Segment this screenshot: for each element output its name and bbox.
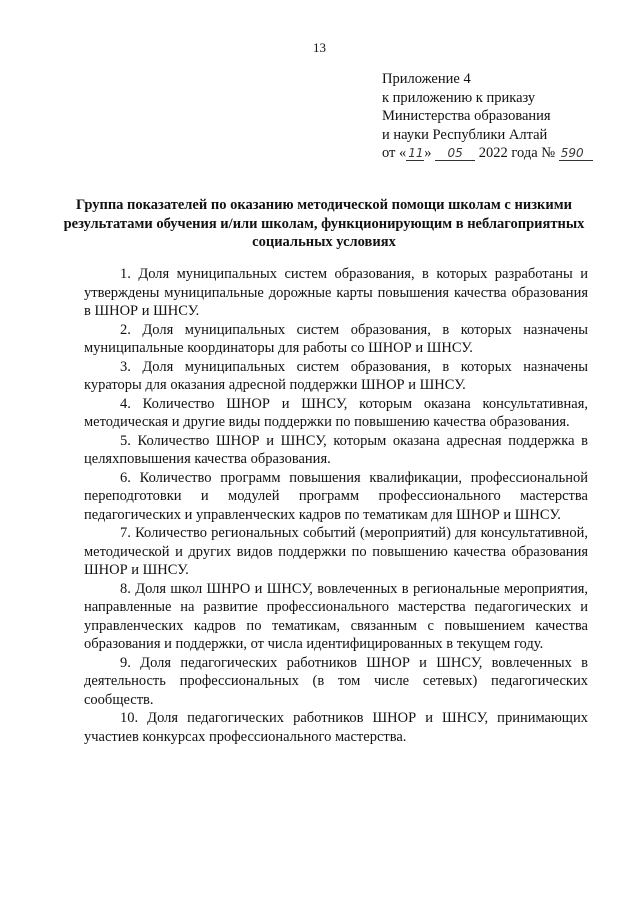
list-item: 9. Доля педагогических работников ШНОР и ШНСУ, вовлеченных в деятельность профессиональных (в том числе сетевых) педагогических сообществ. xyxy=(84,654,588,708)
list-item: 6. Количество программ повышения квалификации, профессиональной переподготовки и модулей программ профессионального мастерства педагогических и управленческих кадров по тематикам для ШНОР и ШНСУ. xyxy=(84,469,588,523)
list-item: 5. Количество ШНОР и ШНСУ, которым оказана адресная поддержка в целяхповышения качества образования. xyxy=(84,432,588,467)
page-number: 13 xyxy=(313,40,326,55)
appendix-date-line xyxy=(382,144,622,163)
list-item: 3. Доля муниципальных систем образования, в которых назначены кураторы для оказания адресной поддержки ШНОР и ШНСУ. xyxy=(84,358,588,393)
appendix-line-4: и науки Республики Алтай xyxy=(382,126,548,143)
indicator-list xyxy=(84,265,588,746)
list-item: 7. Количество региональных событий (мероприятий) для консультативной, методической и других видов поддержки по повышению качества образования ШНОР и ШНСУ. xyxy=(84,525,588,578)
appendix-header xyxy=(382,70,622,163)
appendix-line-2: к приложению к приказу xyxy=(382,89,536,106)
list-item: 10. Доля педагогических работников ШНОР и ШНСУ, принимающих участиев конкурсах профессионального мастерства. xyxy=(84,710,588,745)
date-year-text: 2022 года № xyxy=(478,145,556,161)
date-day-handwritten: 11 xyxy=(408,146,424,160)
list-item: 4. Количество ШНОР и ШНСУ, которым оказана консультативная, методическая и другие виды поддержки по повышению качества образования. xyxy=(84,395,588,430)
list-item: 1. Доля муниципальных систем образования, в которых разработаны и утверждены муниципальные дорожные карты повышения качества образования в ШНОР и ШНСУ. xyxy=(84,266,588,319)
list-item: 2. Доля муниципальных систем образования, в которых назначены муниципальные координаторы для работы со ШНОР и ШНСУ. xyxy=(84,321,588,356)
order-number-handwritten: 590 xyxy=(559,146,593,161)
date-quote-close: » xyxy=(424,145,432,161)
list-item: 8. Доля школ ШНРО и ШНСУ, вовлеченных в региональные мероприятия, направленные на развитие профессионального мастерства педагогических и управленческих кадров по тематикам, связанным с повышением качества образования и поддержки, от числа идентифицированных в текущем году. xyxy=(84,580,588,652)
appendix-line-1: Приложение 4 xyxy=(382,71,471,87)
date-prefix: от « xyxy=(382,145,407,161)
date-month-handwritten: 05 xyxy=(435,146,475,161)
document-title: Группа показателей по оказанию методической помощи школам с низкими результатами обучения и/или школам, функционирующим в неблагоприятных социальных условиях xyxy=(63,197,585,250)
appendix-line-3: Министерства образования xyxy=(382,108,551,124)
